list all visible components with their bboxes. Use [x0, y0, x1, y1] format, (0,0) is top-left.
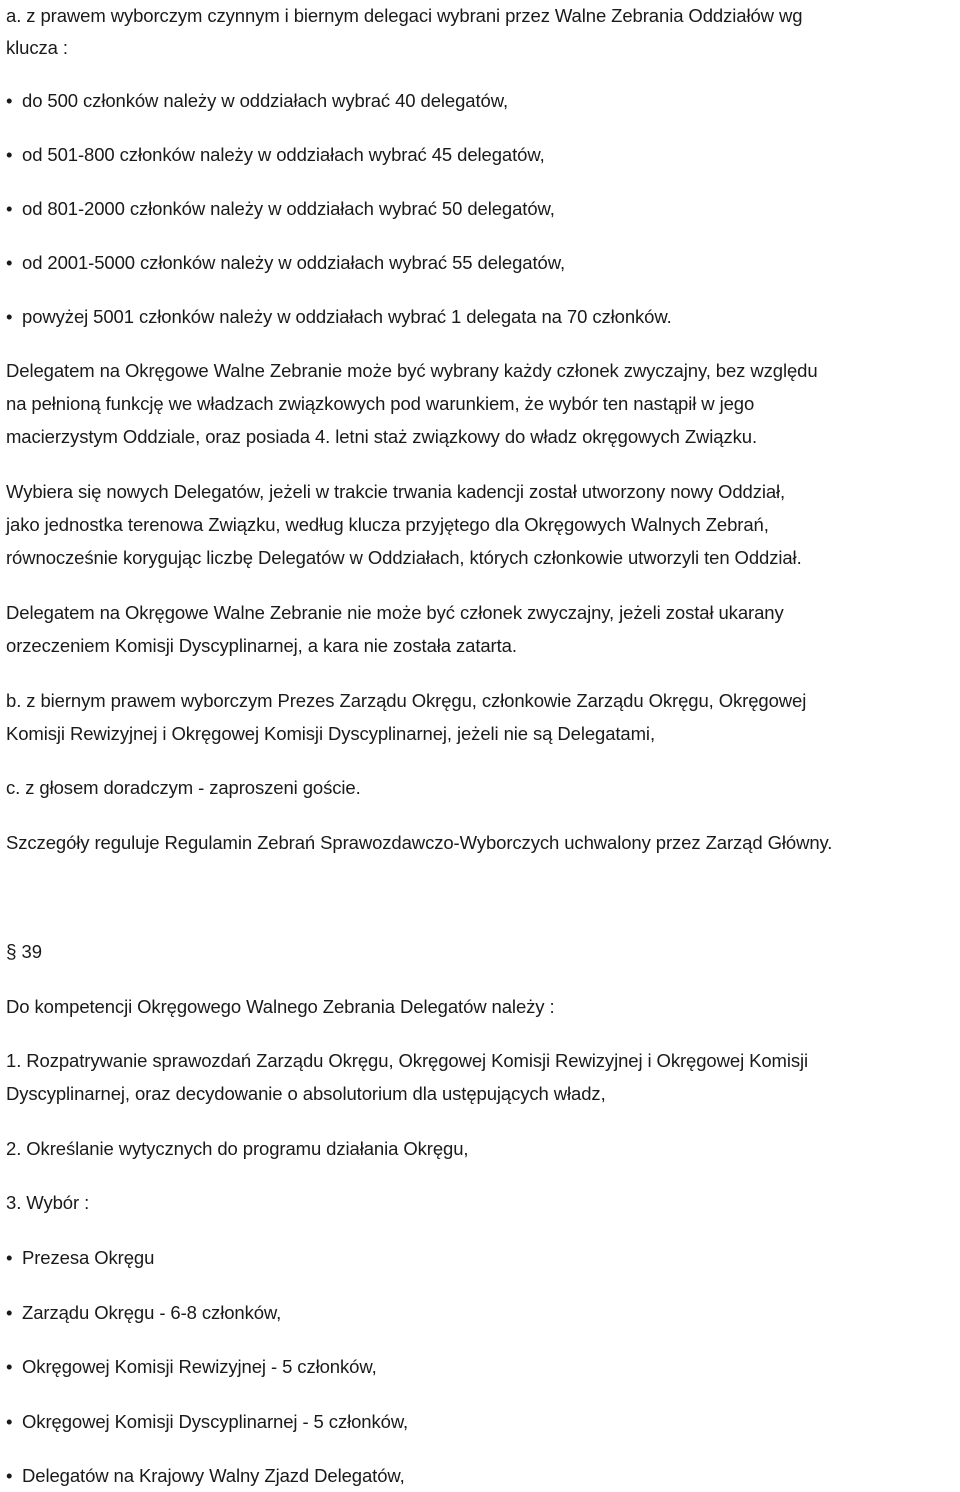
para-new-branch-line-2: jako jednostka terenowa Związku, według klucza przyjętego dla Okręgowych Walnych Zebrań, [6, 514, 769, 535]
item-3: 3. Wybór : [6, 1192, 90, 1213]
section-intro: Do kompetencji Okręgowego Walnego Zebrania Delegatów należy : [6, 996, 555, 1017]
list-item [6, 1301, 281, 1325]
bullet-icon: • [6, 1465, 13, 1486]
bullet-icon: • [6, 1247, 13, 1268]
list-item [6, 1246, 154, 1270]
para-b-line-1: b. z biernym prawem wyborczym Prezes Zarządu Okręgu, członkowie Zarządu Okręgu, Okręgowej [6, 690, 807, 711]
para-details: Szczegóły reguluje Regulamin Zebrań Sprawozdawczo-Wyborczych uchwalony przez Zarząd Główny. [6, 832, 833, 853]
election-item-2: Zarządu Okręgu - 6-8 członków, [22, 1302, 282, 1323]
delegate-key-item-2: od 501-800 członków należy w oddziałach wybrać 45 delegatów, [22, 144, 545, 165]
para-a-line-2: klucza : [6, 37, 68, 58]
list-item [6, 197, 555, 221]
para-new-branch-line-3: równocześnie korygując liczbę Delegatów w Oddziałach, których członkowie utworzyli ten Oddział. [6, 547, 802, 568]
para-new-branch-line-1: Wybiera się nowych Delegatów, jeżeli w trakcie trwania kadencji został utworzony nowy Oddział, [6, 481, 786, 502]
section-number: 39 [21, 941, 42, 962]
list-item [6, 305, 672, 329]
delegate-key-item-3: od 801-2000 członków należy w oddziałach wybrać 50 delegatów, [22, 198, 555, 219]
bullet-icon: • [6, 90, 13, 111]
election-item-1: Prezesa Okręgu [22, 1247, 155, 1268]
bullet-icon: • [6, 1356, 13, 1377]
item-1-line-2: Dyscyplinarnej, oraz decydowanie o absolutorium dla ustępujących władz, [6, 1083, 606, 1104]
para-exclusion-line-1: Delegatem na Okręgowe Walne Zebranie nie może być członek zwyczajny, jeżeli został ukarany [6, 602, 784, 623]
delegate-key-item-4: od 2001-5000 członków należy w oddziałach wybrać 55 delegatów, [22, 252, 565, 273]
bullet-icon: • [6, 144, 13, 165]
election-item-4: Okręgowej Komisji Dyscyplinarnej - 5 członków, [22, 1411, 409, 1432]
bullet-icon: • [6, 1302, 13, 1323]
list-item [6, 251, 565, 275]
item-2: 2. Określanie wytycznych do programu działania Okręgu, [6, 1138, 469, 1159]
list-item [6, 1464, 405, 1488]
list-item [6, 89, 508, 113]
item-1-line-1: 1. Rozpatrywanie sprawozdań Zarządu Okręgu, Okręgowej Komisji Rewizyjnej i Okręgowej Komisji [6, 1050, 809, 1071]
para-exclusion-line-2: orzeczeniem Komisji Dyscyplinarnej, a kara nie została zatarta. [6, 635, 517, 656]
bullet-icon: • [6, 252, 13, 273]
delegate-key-item-5: powyżej 5001 członków należy w oddziałach wybrać 1 delegata na 70 członków. [22, 306, 672, 327]
list-item [6, 143, 545, 167]
para-eligibility-line-3: macierzystym Oddziale, oraz posiada 4. letni staż związkowy do władz okręgowych Związku. [6, 426, 758, 447]
para-c: c. z głosem doradczym - zaproszeni goście. [6, 777, 361, 798]
bullet-icon: • [6, 306, 13, 327]
bullet-icon: • [6, 1411, 13, 1432]
para-a-line-1: a. z prawem wyborczym czynnym i biernym delegaci wybrani przez Walne Zebrania Oddziałów wg [6, 5, 803, 26]
list-item [6, 1355, 377, 1379]
para-b-line-2: Komisji Rewizyjnej i Okręgowej Komisji Dyscyplinarnej, jeżeli nie są Delegatami, [6, 723, 655, 744]
para-eligibility-line-1: Delegatem na Okręgowe Walne Zebranie może być wybrany każdy członek zwyczajny, bez względu [6, 360, 818, 381]
election-item-5: Delegatów na Krajowy Walny Zjazd Delegatów, [22, 1465, 405, 1486]
list-item [6, 1410, 408, 1434]
bullet-icon: • [6, 198, 13, 219]
section-mark: § [6, 942, 17, 963]
election-item-3: Okręgowej Komisji Rewizyjnej - 5 członków, [22, 1356, 377, 1377]
para-eligibility-line-2: na pełnioną funkcję we władzach związkowych pod warunkiem, że wybór ten nastąpił w jego [6, 393, 755, 414]
section-heading [6, 940, 42, 965]
delegate-key-item-1: do 500 członków należy w oddziałach wybrać 40 delegatów, [22, 90, 508, 111]
